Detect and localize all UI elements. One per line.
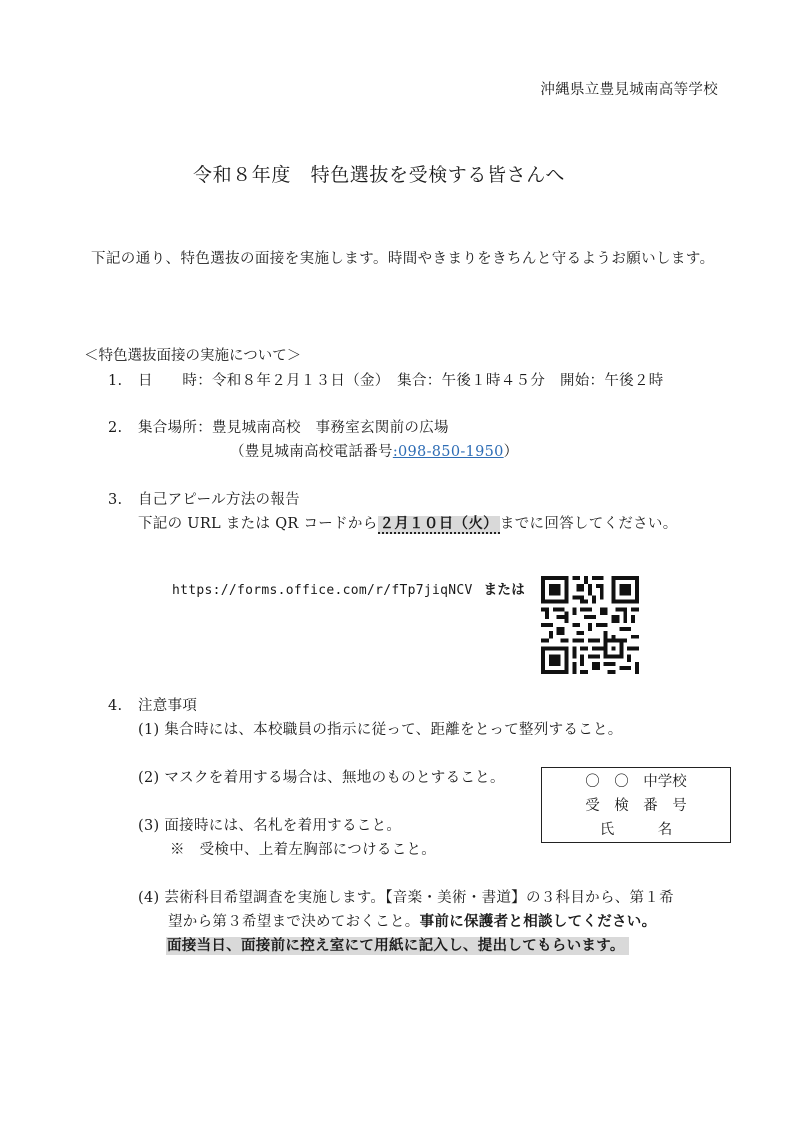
item-label: 集合場所： xyxy=(138,420,212,436)
note-text: 集合時には、本校職員の指示に従って、距離をとって整列すること。 xyxy=(164,722,623,738)
appeal-instruction xyxy=(138,512,678,533)
phone-link[interactable]: 098-850-1950 xyxy=(398,444,504,460)
intro-paragraph: 下記の通り、特色選抜の面接を実施します。時間やきまりをきちんと守るようお願いします。 xyxy=(91,251,715,267)
item-label: 自己アピール方法の報告 xyxy=(138,492,300,508)
item-number: 1. xyxy=(108,373,123,389)
note-4-line2 xyxy=(168,910,656,931)
item-appeal-report xyxy=(108,488,300,509)
item-number: 3. xyxy=(108,492,123,508)
instruction-before: 下記の URL または QR コードから xyxy=(138,516,378,532)
form-url[interactable]: https://forms.office.com/r/fTp7jiqNCV xyxy=(172,583,473,598)
note-text: マスクを着用する場合は、無地のものとすること。 xyxy=(164,770,505,786)
phone-prefix: （豊見城南高校電話番号 xyxy=(230,444,393,460)
nametag-exam-number: 受 検 番 号 xyxy=(585,798,687,814)
note-text: 面接時には、名札を着用すること。 xyxy=(164,818,402,834)
note-text: 芸術科目希望調査を実施します。【音楽・美術・書道】の３科目から、第１希 xyxy=(164,890,674,906)
note-3 xyxy=(138,814,401,835)
or-text: または xyxy=(483,582,526,598)
page-title: 令和８年度 特色選抜を受検する皆さんへ xyxy=(193,164,566,186)
datetime-text: 令和８年２月１３日（金） 集合：午後１時４５分 開始：午後２時 xyxy=(212,373,664,389)
note-text: 望から第３希望まで決めておくこと。 xyxy=(168,914,420,930)
note-emphasis: 事前に保護者と相談してください。 xyxy=(419,914,657,930)
phone-line xyxy=(230,440,518,461)
note-number: (1) xyxy=(138,722,160,738)
item-number: 4. xyxy=(108,698,123,714)
deadline-date: ２月１０日（火） xyxy=(379,516,498,532)
item-datetime xyxy=(108,369,664,390)
note-number: (2) xyxy=(138,770,160,786)
qr-code-icon[interactable] xyxy=(541,576,639,674)
instruction-after: までに回答してください。 xyxy=(499,516,678,532)
nametag-school: 〇 〇 中学校 xyxy=(585,774,687,790)
note-highlight: 面接当日、面接前に控え室にて用紙に記入し、提出してもらいます。 xyxy=(166,937,629,955)
note-number: (4) xyxy=(138,890,160,906)
phone-colon: : xyxy=(392,444,398,460)
item-location xyxy=(108,416,449,437)
form-url-line xyxy=(172,578,525,598)
note-1 xyxy=(138,718,623,739)
item-label: 日 時： xyxy=(138,373,212,389)
section-heading: ＜特色選抜面接の実施について＞ xyxy=(84,348,302,364)
item-notes xyxy=(108,694,197,715)
item-label: 注意事項 xyxy=(138,698,198,714)
location-text: 豊見城南高校 事務室玄関前の広場 xyxy=(212,420,449,436)
note-4-line1 xyxy=(138,886,674,907)
item-number: 2. xyxy=(108,420,123,436)
note-number: (3) xyxy=(138,818,160,834)
phone-suffix: ） xyxy=(503,444,519,460)
nametag-sample xyxy=(541,767,731,843)
note-3-sub: ※ 受検中、上着左胸部につけること。 xyxy=(170,842,437,858)
note-4-line3 xyxy=(166,934,629,955)
nametag-name: 氏 名 xyxy=(599,822,673,838)
school-name: 沖縄県立豊見城南高等学校 xyxy=(540,82,718,98)
note-2 xyxy=(138,766,505,787)
